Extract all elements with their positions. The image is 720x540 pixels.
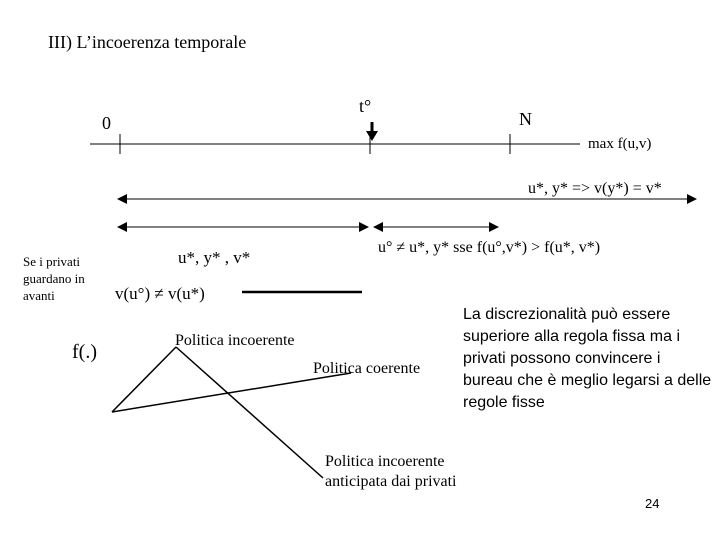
split-right-label: u° ≠ u*, y* sse f(u°,v*) > f(u*, v*) <box>378 239 601 256</box>
timeline-end-label: N <box>519 109 532 129</box>
commentary-text: La discrezionalità può essere superiore alla regola fissa ma i privati possono convincere i bureau che è meglio legarsi a delle regole fisse <box>463 306 712 411</box>
anticipated-policy-label: Politica incoerente anticipata dai privati <box>325 453 457 490</box>
incoherent-policy-rising-line <box>112 347 176 412</box>
coherent-policy-line <box>112 373 351 412</box>
page-number: 24 <box>645 496 660 511</box>
t0-marker-arrow-head <box>366 131 378 141</box>
privati-note: Se i privati guardano in avanti <box>23 254 85 303</box>
incoherent-policy-label: Politica incoerente <box>175 332 295 349</box>
timeline-t0-label: t° <box>359 96 372 116</box>
slide-title: III) L’incoerenza temporale <box>48 32 247 52</box>
timeline-start-label: 0 <box>102 113 111 133</box>
v-inequality-label: v(u°) ≠ v(u*) <box>115 284 205 303</box>
full-range-label: u*, y* => v(y*) = v* <box>528 180 662 197</box>
function-label: f(.) <box>72 341 97 363</box>
coherent-policy-label: Politica coerente <box>313 360 421 377</box>
split-left-label: u*, y* , v* <box>178 248 251 267</box>
objective-label: max f(u,v) <box>588 136 652 152</box>
incoherent-policy-falling-line <box>176 347 323 478</box>
